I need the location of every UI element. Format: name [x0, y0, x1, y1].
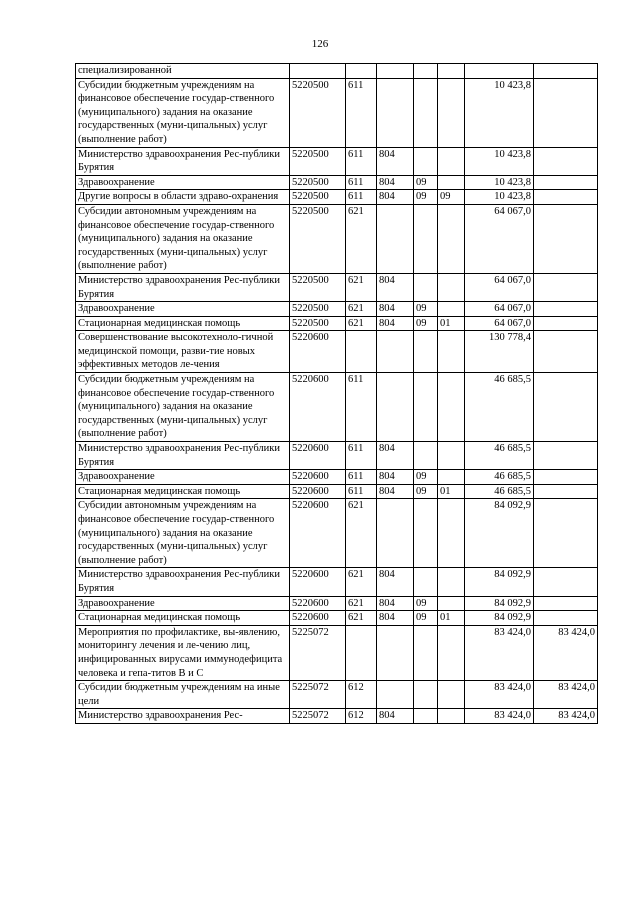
cell-target-article: 5225072 [290, 681, 346, 709]
cell-expense-type: 621 [346, 499, 377, 568]
cell-expense-type [346, 64, 377, 79]
cell-administrator [377, 373, 414, 442]
cell-administrator: 804 [377, 302, 414, 317]
cell-subsection [438, 625, 465, 680]
cell-section [414, 442, 438, 470]
cell-section: 09 [414, 596, 438, 611]
cell-name: Здравоохранение [76, 596, 290, 611]
cell-expense-type: 612 [346, 709, 377, 724]
cell-expense-type: 621 [346, 273, 377, 301]
cell-name: специализированной [76, 64, 290, 79]
cell-expense-type: 621 [346, 316, 377, 331]
cell-amount: 10 423,8 [465, 147, 534, 175]
table-row [76, 175, 598, 190]
cell-amount: 64 067,0 [465, 302, 534, 317]
cell-administrator: 804 [377, 709, 414, 724]
cell-target-article: 5220600 [290, 568, 346, 596]
cell-expense-type: 611 [346, 147, 377, 175]
table-row [76, 78, 598, 147]
table-row [76, 273, 598, 301]
cell-amount: 83 424,0 [465, 681, 534, 709]
table-row [76, 709, 598, 724]
cell-name: Мероприятия по профилактике, вы-явлению, мониторингу лечения и ле-чению лиц, инфицированных вирусами иммунодефицита человека и гепа-титов В и С [76, 625, 290, 680]
cell-section: 09 [414, 190, 438, 205]
cell-amount-federal [534, 175, 598, 190]
cell-amount: 130 778,4 [465, 331, 534, 373]
cell-name: Субсидии бюджетным учреждениям на финансовое обеспечение государ-ственного (муниципального) задания на оказание государственных (муни-ципальных) услуг (выполнение работ) [76, 373, 290, 442]
cell-target-article: 5220500 [290, 302, 346, 317]
cell-subsection [438, 442, 465, 470]
cell-name: Министерство здравоохранения Рес-публики Бурятия [76, 568, 290, 596]
cell-section [414, 204, 438, 273]
cell-name: Министерство здравоохранения Рес-публики Бурятия [76, 273, 290, 301]
cell-expense-type: 611 [346, 175, 377, 190]
cell-subsection: 09 [438, 190, 465, 205]
cell-subsection [438, 596, 465, 611]
table-row [76, 190, 598, 205]
table-row [76, 596, 598, 611]
cell-section [414, 709, 438, 724]
cell-expense-type: 621 [346, 611, 377, 626]
cell-section [414, 373, 438, 442]
cell-administrator: 804 [377, 175, 414, 190]
cell-amount: 84 092,9 [465, 499, 534, 568]
cell-amount-federal [534, 64, 598, 79]
table-row [76, 499, 598, 568]
cell-amount-federal [534, 331, 598, 373]
cell-amount-federal [534, 204, 598, 273]
cell-section [414, 625, 438, 680]
budget-table [75, 63, 598, 724]
cell-administrator: 804 [377, 611, 414, 626]
cell-amount-federal [534, 302, 598, 317]
cell-name: Стационарная медицинская помощь [76, 316, 290, 331]
cell-expense-type: 621 [346, 204, 377, 273]
cell-expense-type [346, 331, 377, 373]
table-row [76, 331, 598, 373]
cell-amount-federal [534, 596, 598, 611]
cell-subsection [438, 204, 465, 273]
cell-amount-federal [534, 568, 598, 596]
cell-name: Здравоохранение [76, 175, 290, 190]
cell-subsection [438, 331, 465, 373]
cell-section: 09 [414, 484, 438, 499]
cell-administrator: 804 [377, 442, 414, 470]
cell-amount: 46 685,5 [465, 442, 534, 470]
cell-administrator: 804 [377, 147, 414, 175]
cell-expense-type: 611 [346, 470, 377, 485]
table-row [76, 147, 598, 175]
cell-name: Совершенствование высокотехноло-гичной медицинской помощи, разви-тие новых эффективных методов ле-чения [76, 331, 290, 373]
cell-target-article: 5220600 [290, 470, 346, 485]
table-row [76, 681, 598, 709]
cell-administrator [377, 625, 414, 680]
cell-expense-type: 611 [346, 190, 377, 205]
cell-section: 09 [414, 611, 438, 626]
cell-target-article: 5220600 [290, 331, 346, 373]
table-row [76, 625, 598, 680]
cell-name: Субсидии автономным учреждениям на финансовое обеспечение государ-ственного (муниципального) задания на оказание государственных (муни-ципальных) услуг (выполнение работ) [76, 499, 290, 568]
cell-target-article: 5220500 [290, 175, 346, 190]
cell-target-article: 5225072 [290, 709, 346, 724]
table-row [76, 373, 598, 442]
cell-target-article [290, 64, 346, 79]
cell-amount: 83 424,0 [465, 625, 534, 680]
table-row [76, 64, 598, 79]
cell-amount: 64 067,0 [465, 316, 534, 331]
cell-administrator: 804 [377, 273, 414, 301]
cell-administrator: 804 [377, 316, 414, 331]
cell-amount: 46 685,5 [465, 484, 534, 499]
table-row [76, 568, 598, 596]
cell-amount: 84 092,9 [465, 611, 534, 626]
cell-subsection [438, 273, 465, 301]
cell-name: Министерство здравоохранения Рес-публики Бурятия [76, 442, 290, 470]
cell-subsection [438, 302, 465, 317]
cell-amount: 84 092,9 [465, 568, 534, 596]
page-number: 126 [311, 38, 329, 50]
cell-target-article: 5220500 [290, 204, 346, 273]
cell-amount: 10 423,8 [465, 78, 534, 147]
cell-amount-federal: 83 424,0 [534, 709, 598, 724]
cell-target-article: 5220600 [290, 596, 346, 611]
cell-target-article: 5220600 [290, 499, 346, 568]
cell-administrator: 804 [377, 484, 414, 499]
cell-subsection [438, 78, 465, 147]
cell-target-article: 5220500 [290, 147, 346, 175]
cell-name: Здравоохранение [76, 470, 290, 485]
cell-name: Субсидии автономным учреждениям на финансовое обеспечение государ-ственного (муниципального) задания на оказание государственных (муни-ципальных) услуг (выполнение работ) [76, 204, 290, 273]
cell-name: Министерство здравоохранения Рес-публики Бурятия [76, 147, 290, 175]
cell-amount: 10 423,8 [465, 190, 534, 205]
cell-amount-federal [534, 611, 598, 626]
cell-subsection [438, 147, 465, 175]
cell-amount: 46 685,5 [465, 470, 534, 485]
cell-expense-type: 611 [346, 442, 377, 470]
cell-amount-federal [534, 78, 598, 147]
cell-expense-type: 621 [346, 302, 377, 317]
cell-amount: 10 423,8 [465, 175, 534, 190]
cell-amount-federal [534, 273, 598, 301]
cell-subsection [438, 64, 465, 79]
cell-target-article: 5220500 [290, 316, 346, 331]
cell-section [414, 568, 438, 596]
cell-name: Субсидии бюджетным учреждениям на иные цели [76, 681, 290, 709]
cell-subsection [438, 175, 465, 190]
cell-subsection [438, 499, 465, 568]
cell-name: Другие вопросы в области здраво-охранения [76, 190, 290, 205]
cell-target-article: 5220500 [290, 78, 346, 147]
cell-name: Стационарная медицинская помощь [76, 484, 290, 499]
cell-amount [465, 64, 534, 79]
cell-subsection: 01 [438, 316, 465, 331]
cell-amount-federal [534, 190, 598, 205]
table-row [76, 470, 598, 485]
cell-subsection [438, 709, 465, 724]
cell-amount-federal: 83 424,0 [534, 681, 598, 709]
table-row [76, 484, 598, 499]
cell-amount-federal [534, 147, 598, 175]
cell-section [414, 273, 438, 301]
cell-name: Министерство здравоохранения Рес- [76, 709, 290, 724]
cell-target-article: 5220600 [290, 484, 346, 499]
table-row [76, 611, 598, 626]
cell-subsection [438, 470, 465, 485]
cell-name: Здравоохранение [76, 302, 290, 317]
cell-section: 09 [414, 316, 438, 331]
cell-subsection [438, 681, 465, 709]
cell-administrator [377, 204, 414, 273]
cell-amount-federal [534, 499, 598, 568]
cell-amount: 64 067,0 [465, 273, 534, 301]
cell-section [414, 78, 438, 147]
cell-subsection [438, 373, 465, 442]
cell-expense-type: 611 [346, 373, 377, 442]
cell-amount-federal [534, 470, 598, 485]
table-row [76, 316, 598, 331]
table-row [76, 204, 598, 273]
cell-administrator [377, 78, 414, 147]
cell-target-article: 5220500 [290, 273, 346, 301]
cell-expense-type: 611 [346, 484, 377, 499]
cell-subsection [438, 568, 465, 596]
cell-administrator [377, 499, 414, 568]
cell-section: 09 [414, 302, 438, 317]
cell-amount-federal [534, 373, 598, 442]
cell-target-article: 5225072 [290, 625, 346, 680]
cell-target-article: 5220600 [290, 373, 346, 442]
cell-amount-federal: 83 424,0 [534, 625, 598, 680]
cell-section: 09 [414, 470, 438, 485]
cell-section [414, 147, 438, 175]
cell-amount: 46 685,5 [465, 373, 534, 442]
cell-amount-federal [534, 484, 598, 499]
cell-section [414, 499, 438, 568]
cell-expense-type: 612 [346, 681, 377, 709]
cell-section [414, 64, 438, 79]
cell-section [414, 331, 438, 373]
cell-section: 09 [414, 175, 438, 190]
cell-amount: 84 092,9 [465, 596, 534, 611]
cell-subsection: 01 [438, 611, 465, 626]
cell-administrator: 804 [377, 470, 414, 485]
cell-target-article: 5220600 [290, 611, 346, 626]
cell-name: Субсидии бюджетным учреждениям на финансовое обеспечение государ-ственного (муниципального) задания на оказание государственных (муни-ципальных) услуг (выполнение работ) [76, 78, 290, 147]
cell-administrator [377, 681, 414, 709]
cell-amount: 64 067,0 [465, 204, 534, 273]
cell-administrator: 804 [377, 596, 414, 611]
cell-administrator: 804 [377, 190, 414, 205]
cell-amount-federal [534, 316, 598, 331]
cell-section [414, 681, 438, 709]
cell-target-article: 5220500 [290, 190, 346, 205]
cell-target-article: 5220600 [290, 442, 346, 470]
table-row [76, 442, 598, 470]
cell-name: Стационарная медицинская помощь [76, 611, 290, 626]
cell-amount: 83 424,0 [465, 709, 534, 724]
cell-expense-type [346, 625, 377, 680]
budget-table-body [76, 64, 598, 724]
table-row [76, 302, 598, 317]
cell-expense-type: 621 [346, 596, 377, 611]
cell-subsection: 01 [438, 484, 465, 499]
cell-expense-type: 611 [346, 78, 377, 147]
cell-amount-federal [534, 442, 598, 470]
cell-administrator [377, 64, 414, 79]
cell-expense-type: 621 [346, 568, 377, 596]
cell-administrator [377, 331, 414, 373]
cell-administrator: 804 [377, 568, 414, 596]
